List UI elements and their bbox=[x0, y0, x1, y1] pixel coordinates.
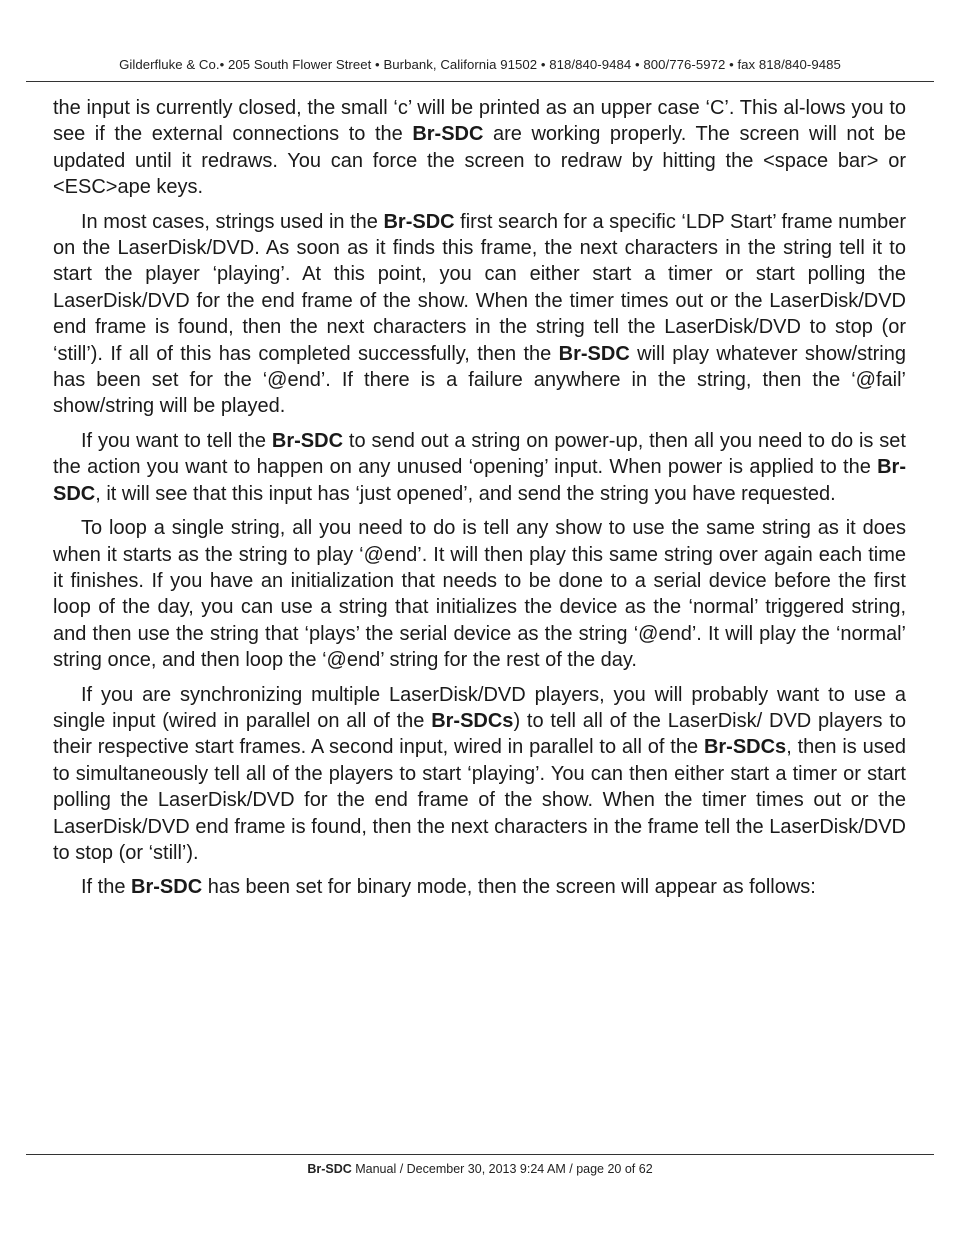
text-run: will play whatever show/string has been set for the ‘@end’. If there is a failure anywhere in the string, then the ‘@fail’ show/string will be played. bbox=[53, 342, 906, 418]
product-name: Br-SDC bbox=[383, 210, 455, 233]
product-name: Br-SDCs bbox=[703, 736, 787, 759]
text-run: , then is used to simultaneously tell all of the players to start ‘playing’. You can then either start a timer or start polling the LaserDisk/DVD for the end frame of the show. When the timer times out or the LaserDisk/DVD end frame is found, then the next characters in the frame tell the LaserDisk/DVD to stop (or ‘still’). bbox=[53, 736, 906, 864]
text-run: If you want to tell the bbox=[81, 429, 272, 452]
paragraph-5 bbox=[53, 682, 906, 867]
body-text bbox=[53, 95, 906, 909]
product-name: Br-SDC bbox=[558, 342, 630, 365]
text-run: are working properly. The screen will not be updated until it redraws. You can force the screen to redraw by hitting the <space bar> or <ESC>ape keys. bbox=[53, 123, 906, 199]
footer-product-name: Br-SDC bbox=[307, 1162, 352, 1176]
footer-text: Manual / December 30, 2013 9:24 AM / page 20 of 62 bbox=[351, 1162, 653, 1176]
paragraph-4 bbox=[53, 515, 906, 673]
text-run: to send out a string on power-up, then all you need to do is set the action you want to happen on any unused ‘opening’ input. When power is applied to the bbox=[53, 429, 906, 479]
text-run: If the bbox=[81, 876, 132, 899]
product-name: Br-SDC bbox=[271, 429, 344, 452]
product-name: Br-SDCs bbox=[431, 709, 514, 732]
header-rule bbox=[26, 81, 934, 82]
text-run: ) to tell all of the LaserDisk/ DVD players to their respective start frames. A second input, wired in parallel to all of the bbox=[53, 709, 907, 759]
footer-rule bbox=[26, 1154, 934, 1155]
paragraph-1 bbox=[53, 95, 906, 201]
page-footer bbox=[26, 1162, 934, 1176]
text-run: first search for a specific ‘LDP Start’ frame number on the LaserDisk/DVD. As soon as it finds this frame, the next characters in the string tell it to start the player ‘playing’. At this point, you can either start a timer or start polling the LaserDisk/DVD for the end frame of the show. When the timer times out or the LaserDisk/DVD end frame is found, then the next characters in the string tell the LaserDisk/DVD to stop (or ‘still’). If all of this has completed successfully, then the bbox=[53, 210, 906, 365]
paragraph-6 bbox=[53, 874, 906, 900]
text-run: In most cases, strings used in the bbox=[81, 210, 384, 233]
product-name: Br-SDC bbox=[412, 123, 484, 146]
text-run: the input is currently closed, the small ‘c’ will be printed as an upper case ‘C’. This al-lows you to see if the external connections to the bbox=[53, 97, 906, 146]
product-name: Br-SDC bbox=[53, 456, 906, 505]
page-header: Gilderfluke & Co.• 205 South Flower Street • Burbank, California 91502 • 818/840-9484 • 800/776-5972 • fax 818/840-9485 bbox=[119, 57, 841, 72]
text-run: has been set for binary mode, then the screen will appear as follows: bbox=[202, 876, 816, 899]
product-name: Br-SDC bbox=[131, 876, 203, 899]
text-run: If you are synchronizing multiple LaserDisk/DVD players, you will probably want to use a single input (wired in parallel on all of the bbox=[53, 683, 906, 732]
text-run: To loop a single string, all you need to do is tell any show to use the same string as it does when it starts as the string to play ‘@end’. It will then play this same string over again each time it finishes. If you have an initialization that needs to be done to a serial device before the first loop of the day, you can use a string that initializes the device as the ‘normal’ triggered string, and then use the string that ‘plays’ the serial device as the string ‘@end’. It will play the ‘normal’ string once, and then loop the ‘@end’ string for the rest of the day. bbox=[53, 517, 906, 672]
text-run: , it will see that this input has ‘just opened’, and send the string you have requested. bbox=[95, 482, 836, 505]
paragraph-2 bbox=[53, 209, 906, 420]
paragraph-3 bbox=[53, 428, 906, 507]
